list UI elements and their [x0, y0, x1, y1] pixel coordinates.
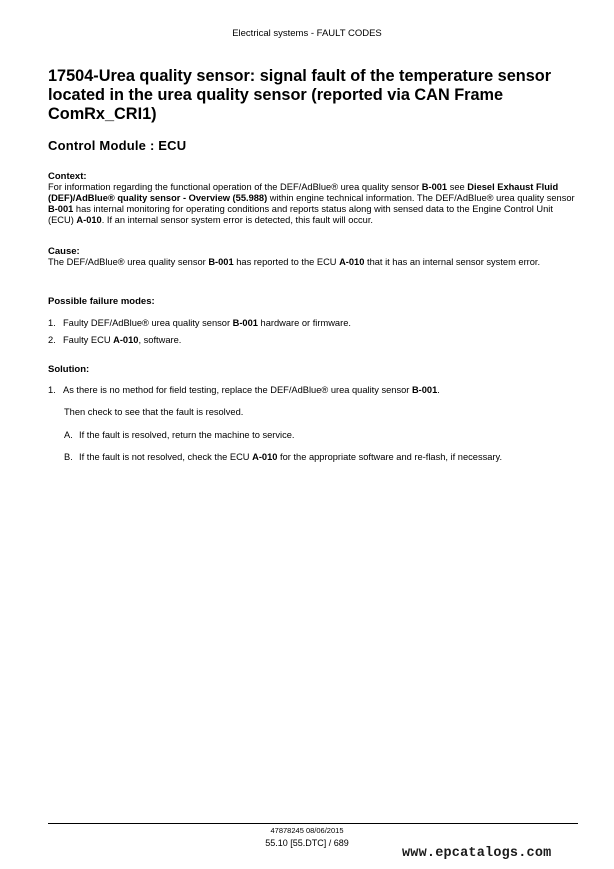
failure-modes-section	[48, 296, 578, 307]
control-module-line	[48, 138, 186, 153]
cause-section	[48, 246, 578, 268]
cause-label: Cause:	[48, 246, 80, 257]
watermark: www.epcatalogs.com	[402, 846, 552, 861]
page-number: 55.10 [55.DTC] / 689	[265, 838, 349, 848]
list-item: 2. Faulty ECU A-010, software.	[48, 335, 182, 345]
list-item: 1. Faulty DEF/AdBlue® urea quality sensor B-001 hardware or firmware.	[48, 318, 351, 328]
solution-label: Solution:	[48, 364, 90, 375]
footer-rule	[48, 823, 578, 824]
control-module-separator: :	[149, 138, 155, 153]
solution-step: 1. As there is no method for field testing, replace the DEF/AdBlue® urea quality sensor B-001.	[48, 385, 440, 395]
document-code: 47878245 08/06/2015	[270, 826, 344, 835]
control-module-label: Control Module	[48, 138, 147, 153]
control-module-value: ECU	[158, 138, 187, 153]
running-header: Electrical systems - FAULT CODES	[232, 28, 382, 39]
fault-title: 17504-Urea quality sensor: signal fault of the temperature sensor located in the urea quality sensor (reported via CAN Frame ComRx_CRI1)	[48, 67, 552, 123]
context-section	[48, 171, 578, 226]
solution-option-a: A. If the fault is resolved, return the machine to service.	[64, 430, 295, 440]
failure-modes-label: Possible failure modes:	[48, 296, 155, 307]
solution-section	[48, 364, 578, 375]
solution-option-b: B. If the fault is not resolved, check the ECU A-010 for the appropriate software and re-flash, if necessary.	[64, 452, 503, 462]
context-text: For information regarding the functional operation of the DEF/AdBlue® urea quality sensor B-001 see Diesel Exhaust Fluid (DEF)/AdBlue® quality sensor - Overview (55.988) within engine technical information. The DEF/AdBlue® urea quality sensor B-001 has internal monitoring for operating conditions and reports status along with sensed data to the Engine Control Unit (ECU) A-010. If an internal sensor system error is detected, this fault will occur.	[48, 182, 575, 225]
context-label: Context:	[48, 171, 87, 182]
cause-text: The DEF/AdBlue® urea quality sensor B-001 has reported to the ECU A-010 that it has an internal sensor system error.	[48, 257, 541, 267]
solution-then-text: Then check to see that the fault is resolved.	[64, 407, 244, 417]
